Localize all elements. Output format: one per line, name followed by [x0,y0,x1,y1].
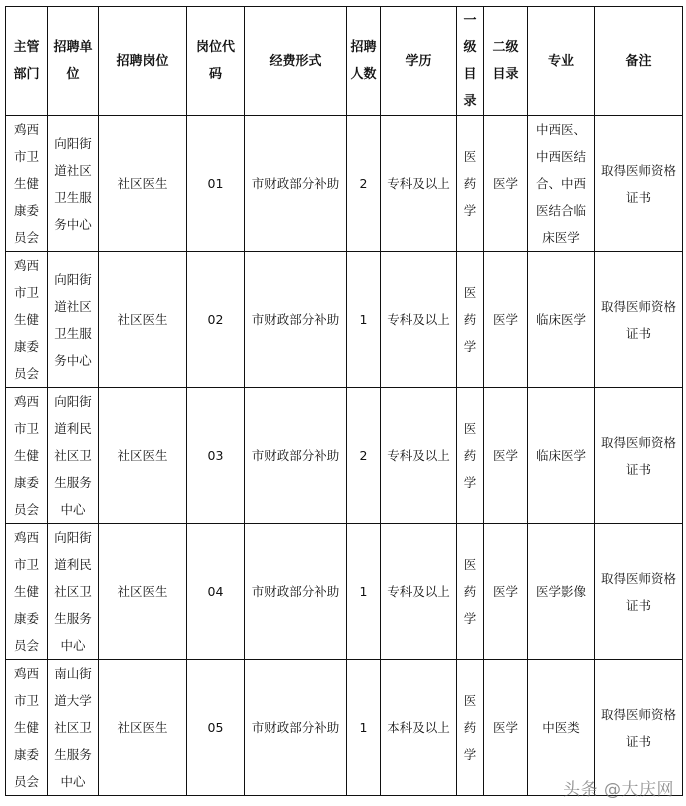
cell-count: 2 [347,116,381,252]
cell-funding: 市财政部分补助 [245,524,347,660]
cell-funding: 市财政部分补助 [245,660,347,796]
cell-note: 取得医师资格证书 [595,388,683,524]
cell-position: 社区医生 [99,252,187,388]
cell-major: 中西医、中西医结合、中西医结合临床医学 [528,116,595,252]
source-watermark: 头条 @大庆网 [563,780,674,800]
cell-note: 取得医师资格证书 [595,116,683,252]
cell-code: 01 [187,116,245,252]
cell-position: 社区医生 [99,524,187,660]
header-position: 招聘岗位 [99,7,187,116]
header-count: 招聘人数 [347,7,381,116]
recruitment-table [5,6,683,796]
cell-cat1: 医药学 [457,388,484,524]
cell-major: 临床医学 [528,252,595,388]
cell-code: 03 [187,388,245,524]
cell-major: 医学影像 [528,524,595,660]
table-row [6,524,683,660]
cell-dept: 鸡西市卫生健康委员会 [6,388,48,524]
cell-count: 1 [347,252,381,388]
header-dept: 主管部门 [6,7,48,116]
table-row [6,116,683,252]
cell-major: 临床医学 [528,388,595,524]
cell-cat2: 医学 [484,388,528,524]
cell-major: 中医类 [528,660,595,796]
cell-position: 社区医生 [99,116,187,252]
cell-unit: 向阳街道社区卫生服务中心 [48,116,99,252]
cell-unit: 向阳街道利民社区卫生服务中心 [48,524,99,660]
header-cat2: 二级目录 [484,7,528,116]
cell-cat2: 医学 [484,252,528,388]
cell-education: 专科及以上 [381,388,457,524]
cell-dept: 鸡西市卫生健康委员会 [6,524,48,660]
cell-unit: 向阳街道社区卫生服务中心 [48,252,99,388]
cell-education: 专科及以上 [381,116,457,252]
cell-cat2: 医学 [484,660,528,796]
cell-note: 取得医师资格证书 [595,252,683,388]
cell-position: 社区医生 [99,388,187,524]
cell-count: 1 [347,524,381,660]
header-unit: 招聘单位 [48,7,99,116]
cell-note: 取得医师资格证书 [595,660,683,796]
cell-education: 专科及以上 [381,252,457,388]
cell-funding: 市财政部分补助 [245,252,347,388]
cell-unit: 南山街道大学社区卫生服务中心 [48,660,99,796]
header-code: 岗位代码 [187,7,245,116]
cell-code: 02 [187,252,245,388]
header-cat1: 一级目录 [457,7,484,116]
cell-count: 2 [347,388,381,524]
header-note: 备注 [595,7,683,116]
header-funding: 经费形式 [245,7,347,116]
cell-code: 05 [187,660,245,796]
cell-cat2: 医学 [484,524,528,660]
cell-education: 本科及以上 [381,660,457,796]
table-row [6,252,683,388]
cell-funding: 市财政部分补助 [245,116,347,252]
header-major: 专业 [528,7,595,116]
cell-unit: 向阳街道利民社区卫生服务中心 [48,388,99,524]
header-row [6,7,683,116]
cell-dept: 鸡西市卫生健康委员会 [6,252,48,388]
cell-dept: 鸡西市卫生健康委员会 [6,116,48,252]
cell-dept: 鸡西市卫生健康委员会 [6,660,48,796]
header-education: 学历 [381,7,457,116]
cell-note: 取得医师资格证书 [595,524,683,660]
table-row [6,388,683,524]
cell-code: 04 [187,524,245,660]
cell-count: 1 [347,660,381,796]
cell-cat1: 医药学 [457,252,484,388]
cell-cat1: 医药学 [457,524,484,660]
cell-funding: 市财政部分补助 [245,388,347,524]
cell-cat2: 医学 [484,116,528,252]
cell-cat1: 医药学 [457,660,484,796]
cell-education: 专科及以上 [381,524,457,660]
cell-cat1: 医药学 [457,116,484,252]
cell-position: 社区医生 [99,660,187,796]
